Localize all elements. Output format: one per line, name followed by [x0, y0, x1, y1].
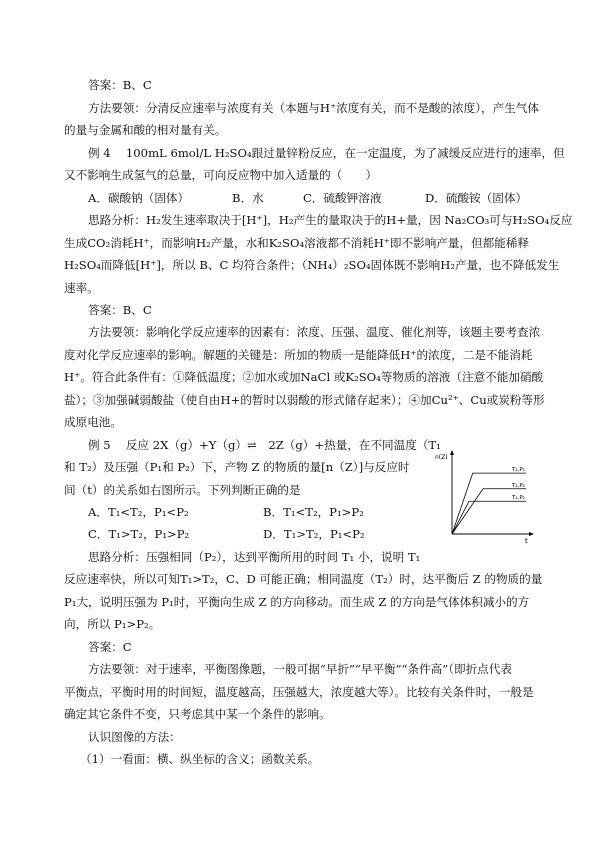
analysis-4-line-1: 思路分析：H₂发生速率取决于[H⁺]，H₂产生的量取决于的H+量，因 Na₂CO₃可与H₂SO₄反应	[88, 213, 573, 227]
example-5-line-2: 和 T₂）及压强（P₁和 P₂）下，产物 Z 的物质的量[n（Z）]与反应时	[64, 460, 410, 474]
example-5-line-3: 间（t）的关系如右图所示。下列判断正确的是	[64, 483, 301, 497]
method-2-line-4: 盐）；③加强碱弱酸盐（使自由H+的暂时以弱酸的形式储存起来）；④加Cu²⁺、Cu或炭粉等形	[64, 393, 545, 407]
method-2-line-3: H⁺。符合此条件有：①降低温度；②加水或加NaCl 或K₂SO₄等物质的溶液（注意不能加硝酸	[64, 370, 544, 384]
analysis-5-line-1: 思路分析：压强相同（P₂），达到平衡所用的时间 T₁ 小，说明 T₁	[88, 550, 421, 564]
series-label-2: T₂,P₂	[512, 482, 525, 489]
example-4-option-d: D．硫酸铵（固体）	[425, 191, 528, 205]
example-4-option-a: A．碳酸钠（固体）	[88, 191, 190, 205]
analysis-4-line-3: H₂SO₄而降低[H⁺]，所以 B、C 均符合条件；（NH₄）₂SO₄固体既不影响H₂产量，也不降低发生	[64, 258, 560, 272]
method-2-line-5: 成原电池。	[64, 415, 122, 429]
x-axis-arrow-icon	[529, 532, 534, 536]
method-line-1b: 的量与金属和酸的相对量有关。	[64, 123, 227, 137]
analysis-5-line-3: P₁大，说明压强为 P₁时，平衡向生成 Z 的方向移动。而生成 Z 的方向是气体体积减小的方	[64, 595, 530, 609]
answer-line-2: 答案：B、C	[88, 303, 152, 317]
method-2-line-1: 方法要领：影响化学反应速率的因素有：浓度、压强、温度、催化剂等，该题主要考查浓	[88, 325, 541, 339]
method-4-line: 认识图像的方法：	[88, 730, 181, 744]
method-5-line: （1）一看面：横、纵坐标的含义；函数关系。	[80, 752, 320, 766]
series-label-1: T₂,P₁	[512, 467, 525, 474]
example-5-option-c: C．T₁>T₂，P₁>P₂	[88, 527, 190, 541]
analysis-4-line-2: 生成CO₂消耗H⁺，而影响H₂产量，水和K₂SO₄溶液都不消耗H⁺即不影响产量，但都能稀释	[64, 236, 530, 250]
method-2-line-2: 度对化学反应速率的影响。解题的关键是：所加的物质一是能降低H⁺的浓度，二是不能消耗	[64, 348, 533, 362]
example-5-option-d: D．T₁>T₂，P₁<P₂	[263, 527, 365, 541]
answer-line-3: 答案：C	[88, 640, 132, 654]
example-4-option-c: C．硫酸钾溶液	[303, 191, 382, 205]
analysis-5-line-2: 反应速率快，所以可知T₁>T₂，C、D 可能正确；相同温度（T₂）时，达平衡后 Z 的物质的量	[64, 572, 543, 586]
example-4-option-b: B．水	[232, 191, 264, 205]
example-4-line-1: 例 4 100mL 6mol/L H₂SO₄跟过量锌粉反应，在一定温度，为了减缓反应进行的速率，但	[88, 146, 565, 160]
method-3-line-3: 确定其它条件不变，只考虑其中某一个条件的影响。	[64, 707, 331, 721]
method-3-line-1: 方法要领：对于速率，平衡图像题，一般可据“早折”“早平衡”“条件高”（即折点代表	[88, 662, 512, 676]
example-5-option-b: B．T₁<T₂，P₁>P₂	[263, 505, 364, 519]
example-5-option-a: A．T₁<T₂，P₁<P₂	[88, 505, 189, 519]
nz-vs-time-chart	[435, 448, 535, 545]
x-axis-label: t	[525, 537, 528, 545]
series-label-3: T₁,P₂	[512, 495, 525, 502]
y-axis-arrow-icon	[450, 450, 454, 455]
y-axis-label: n(Z)	[435, 454, 448, 461]
method-line-1a: 方法要领：分清反应速率与浓度有关（本题与H⁺浓度有关，而不是酸的浓度），产生气体	[88, 101, 539, 115]
method-3-line-2: 平衡点，平衡时用的时间短，温度越高，压强越大，浓度越大等）。比较有关条件时，一般是	[64, 685, 534, 699]
example-5-line-1: 例 5 反应 2X（g）+Y（g）⇌ 2Z（g）+热量，在不同温度（T₁	[88, 438, 441, 452]
analysis-5-line-4: 向，所以 P₁>P₂。	[64, 617, 161, 631]
example-4-line-2: 又不影响生成氢气的总量，可向反应物中加入适量的（ ）	[64, 168, 378, 182]
answer-line-1: 答案：B、C	[88, 78, 152, 92]
analysis-4-line-4: 速率。	[64, 281, 99, 295]
